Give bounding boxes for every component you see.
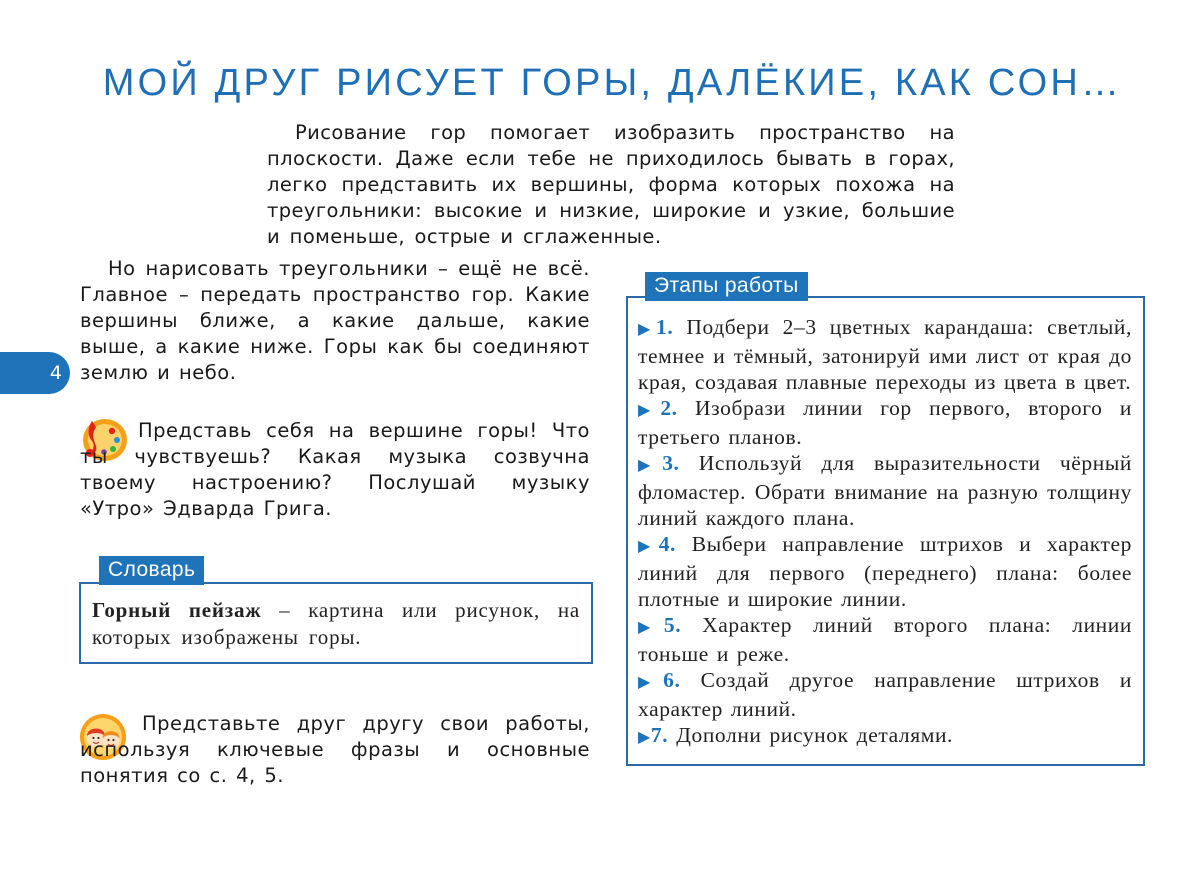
step-text: Создай другое направление штрихов и характер линий. (638, 668, 1133, 721)
vocabulary-label: Словарь (99, 556, 204, 585)
step-text: Дополни рисунок деталями. (668, 723, 954, 747)
vocabulary-definition (92, 597, 580, 651)
step-number: 2. (660, 396, 678, 420)
step-item (638, 450, 1132, 531)
paragraph-space: Но нарисовать треугольники – ещё не всё. Главное – передать пространство гор. Какие вершины ближе, а какие дальше, какие выше, а какие ниже. Горы как бы соединяют землю и небо. (80, 257, 590, 384)
step-text: Характер линий второго плана: линии тоньше и реже. (638, 613, 1132, 666)
step-number: 4. (658, 532, 677, 556)
arrow-right-icon: ▶ (638, 674, 664, 691)
arrow-right-icon: ▶ (638, 402, 661, 419)
arrow-right-icon: ▶ (638, 457, 663, 474)
step-number: 1. (655, 315, 674, 339)
step-text: Используй для выразительности чёрный фломастер. Обрати внимание на разную толщину линий каждого плана. (638, 451, 1132, 530)
steps-label: Этапы работы (645, 272, 808, 301)
page-number: 4 (49, 362, 62, 384)
vocabulary-term: Горный пейзаж (92, 598, 262, 622)
page-number-tab (0, 352, 70, 394)
arrow-right-icon: ▶ (638, 729, 651, 746)
step-number: 3. (662, 451, 680, 475)
arrow-right-icon: ▶ (638, 619, 664, 636)
step-number: 7. (650, 723, 669, 747)
arrow-right-icon: ▶ (638, 321, 656, 338)
step-item (638, 395, 1132, 450)
step-item (638, 531, 1132, 612)
step-item (638, 314, 1132, 395)
step-item (638, 667, 1132, 722)
step-number: 6. (663, 668, 681, 692)
page-title: МОЙ ДРУГ РИСУЕТ ГОРЫ, ДАЛЁКИЕ, КАК СОН… (102, 62, 1123, 104)
step-item (638, 722, 1132, 751)
step-text: Подбери 2–3 цветных карандаша: светлый, темнее и тёмный, затонируй ими лист от края до края, создавая плавные переходы из цвета в цвет. (638, 315, 1132, 394)
step-text: Выбери направление штрихов и характер линий для первого (переднего) плана: более плотные и широкие линии. (638, 532, 1133, 611)
arrow-right-icon: ▶ (638, 538, 659, 555)
step-item (638, 612, 1132, 667)
intro-paragraph: Рисование гор помогает изобразить пространство на плоскости. Даже если тебе не приходилось бывать в горах, легко представить их вершины, форма которых похожа на треугольники: высокие и низкие, широкие и узкие, большие и поменьше, острые и сглаженные. (267, 121, 955, 248)
paragraph-music: Представь себя на вершине горы! Что ты чувствуешь? Какая музыка созвучна твоему настроению? Послушай музыку «Утро» Эдварда Грига. (80, 419, 590, 520)
steps-list (638, 314, 1132, 751)
step-text: Изобрази линии гор первого, второго и третьего планов. (638, 396, 1132, 449)
vocabulary-definition-text: – картина или рисунок, на которых изображены горы. (92, 598, 580, 649)
paragraph-present: Представьте друг другу свои работы, используя ключевые фразы и основные понятия со с. 4, 5. (80, 712, 590, 787)
step-number: 5. (663, 613, 682, 637)
